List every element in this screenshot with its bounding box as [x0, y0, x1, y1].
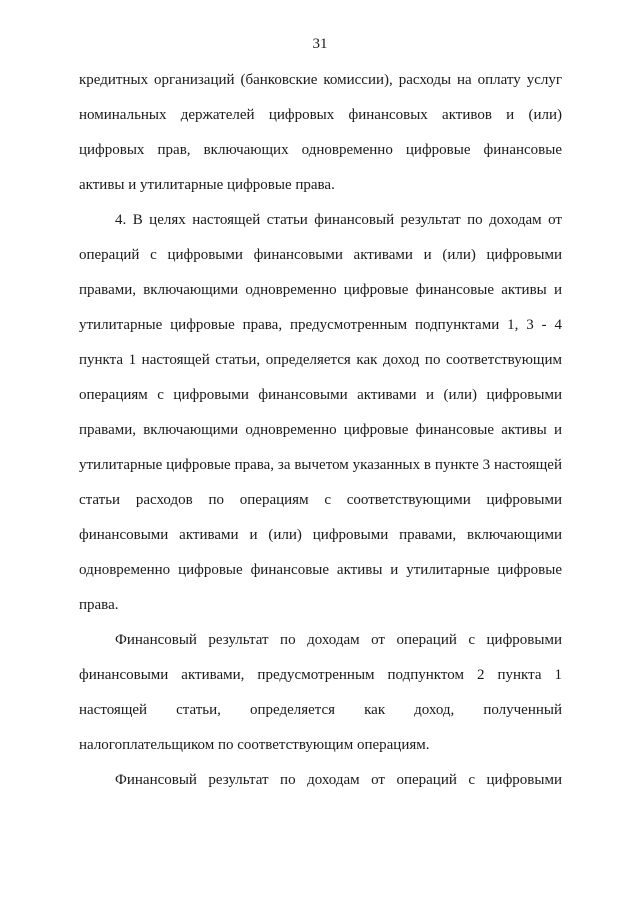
text-line: утилитарные цифровые права, за вычетом указанных в пункте 3 настоящей — [79, 457, 562, 473]
text-line: налогоплательщиком по соответствующим операциям. — [79, 737, 430, 753]
paragraph-start-line: 4. В целях настоящей статьи финансовый результат по доходам от — [115, 212, 562, 228]
page-number: 31 — [312, 36, 328, 52]
text-line: настоящей статьи, определяется как доход, полученный — [79, 702, 562, 718]
text-line: права. — [79, 597, 119, 613]
text-line: кредитных организаций (банковские комиссии), расходы на оплату услуг — [79, 72, 562, 88]
text-line: утилитарные цифровые права, предусмотренным подпунктами 1, 3 - 4 — [79, 317, 562, 333]
text-line: активы и утилитарные цифровые права. — [79, 177, 335, 193]
text-line: правами, включающими одновременно цифровые финансовые активы и — [79, 282, 562, 298]
paragraph-start-line: Финансовый результат по доходам от операций с цифровыми — [115, 772, 562, 788]
text-line: финансовыми активами, предусмотренным подпунктом 2 пункта 1 — [79, 667, 562, 683]
text-line: правами, включающими одновременно цифровые финансовые активы и — [79, 422, 562, 438]
text-line: операций с цифровыми финансовыми активами и (или) цифровыми — [79, 247, 562, 263]
text-line: операциям с цифровыми финансовыми активами и (или) цифровыми — [79, 387, 562, 403]
text-line: пункта 1 настоящей статьи, определяется как доход по соответствующим — [79, 352, 562, 368]
paragraph-start-line: Финансовый результат по доходам от операций с цифровыми — [115, 632, 562, 648]
text-line: номинальных держателей цифровых финансовых активов и (или) — [79, 107, 562, 123]
text-line: статьи расходов по операциям с соответствующими цифровыми — [79, 492, 562, 508]
text-line: цифровых прав, включающих одновременно цифровые финансовые — [79, 142, 562, 158]
text-line: финансовыми активами и (или) цифровыми правами, включающими — [79, 527, 562, 543]
text-line: одновременно цифровые финансовые активы и утилитарные цифровые — [79, 562, 562, 578]
